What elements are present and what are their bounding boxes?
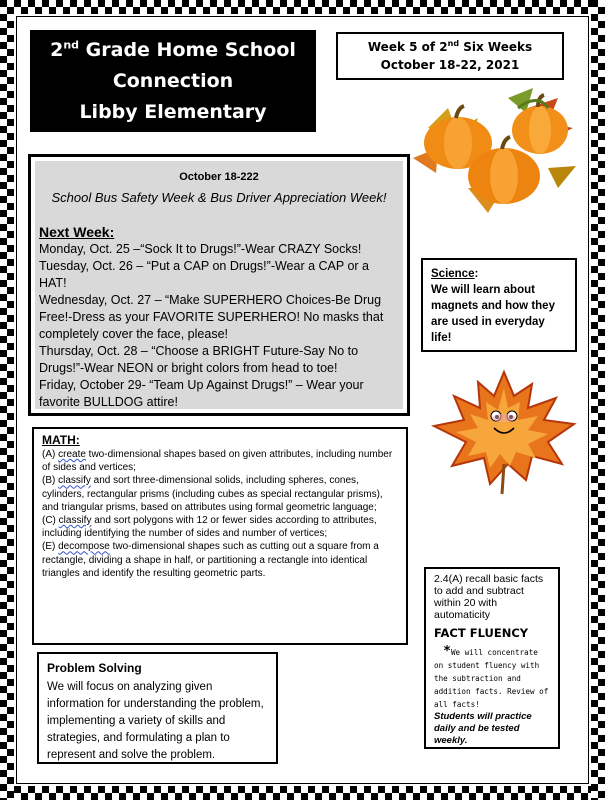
fact-fluency-heading: FACT FLUENCY <box>434 626 529 640</box>
event-day: Friday, October 29- “Team Up Against Drugs!” – Wear your favorite BULLDOG attire! <box>39 378 364 409</box>
science-box <box>421 258 577 352</box>
maple-leaf-icon <box>428 368 580 496</box>
math-standard-e: (E) decompose two-dimensional shapes such as cutting out a square from a rectangle, dividing a shape in half, or partitioning a rectangle into identical triangles and identify the resulting geometric parts. <box>42 541 379 579</box>
pumpkins-icon <box>408 88 580 218</box>
event-day: Monday, Oct. 25 –“Sock It to Drugs!”-Wear CRAZY Socks! <box>39 242 362 256</box>
week-info <box>336 32 564 80</box>
week-number: Week 5 of 2nd Six Weeks <box>367 39 533 54</box>
math-standard-a: (A) create two-dimensional shapes based on given attributes, including number of sides and vertices; <box>42 449 393 474</box>
border-top <box>0 0 605 14</box>
fact-standard: 2.4(A) recall basic facts to add and subtract within 20 with automaticity <box>434 573 544 621</box>
event-day: Wednesday, Oct. 27 – “Make SUPERHERO Choices-Be Drug Free!-Dress as your FAVORITE SUPERHERO! No masks that completely cover the face, please! <box>39 293 384 341</box>
title-line-1: 2nd Grade Home School <box>50 38 296 61</box>
events-box <box>28 154 410 416</box>
fact-note: *We will concentrate on student fluency with the subtraction and addition facts. Review of all facts! <box>434 644 549 709</box>
title-line-3: Libby Elementary <box>79 101 267 123</box>
next-week-heading: Next Week: <box>39 224 115 240</box>
math-standard-b: (B) classify and sort three-dimensional solids, including spheres, cones, cylinders, rectangular prisms (including cubes as special rectangular prisms), and triangular prisms, based on attributes using formal geometric language; <box>42 475 383 513</box>
science-text: We will learn about magnets and how they are used in everyday life! <box>431 284 555 344</box>
border-right <box>591 0 605 800</box>
fact-fluency-box <box>424 567 560 749</box>
science-heading: Science: <box>431 268 479 280</box>
problem-solving-heading: Problem Solving <box>47 661 142 675</box>
math-box <box>32 427 408 645</box>
newsletter-title <box>30 30 316 132</box>
event-day: Thursday, Oct. 28 – “Choose a BRIGHT Future-Say No to Drugs!”-Wear NEON or bright colors from head to toe! <box>39 344 359 375</box>
problem-solving-box <box>37 652 278 764</box>
events-date: October 18-222 <box>179 171 259 183</box>
week-dates: October 18-22, 2021 <box>380 58 520 72</box>
border-left <box>0 0 14 800</box>
math-heading: MATH: <box>42 433 80 447</box>
events-title: School Bus Safety Week & Bus Driver Appreciation Week! <box>51 190 387 205</box>
title-line-2: Connection <box>112 70 234 92</box>
event-day: Tuesday, Oct. 26 – “Put a CAP on Drugs!”-Wear a CAP or a HAT! <box>39 259 370 290</box>
problem-solving-text: We will focus on analyzing given information for understanding the problem, implementing a variety of skills and strategies, and formulating a plan to represent and solve the problem. <box>47 681 264 761</box>
fact-emphasis: Students will practice daily and be tested weekly. <box>434 711 532 746</box>
border-bottom <box>0 786 605 800</box>
events-content <box>35 161 403 409</box>
math-standard-c: (C) classify and sort polygons with 12 or fewer sides according to attributes, including identifying the number of sides and number of vertices; <box>42 515 377 540</box>
